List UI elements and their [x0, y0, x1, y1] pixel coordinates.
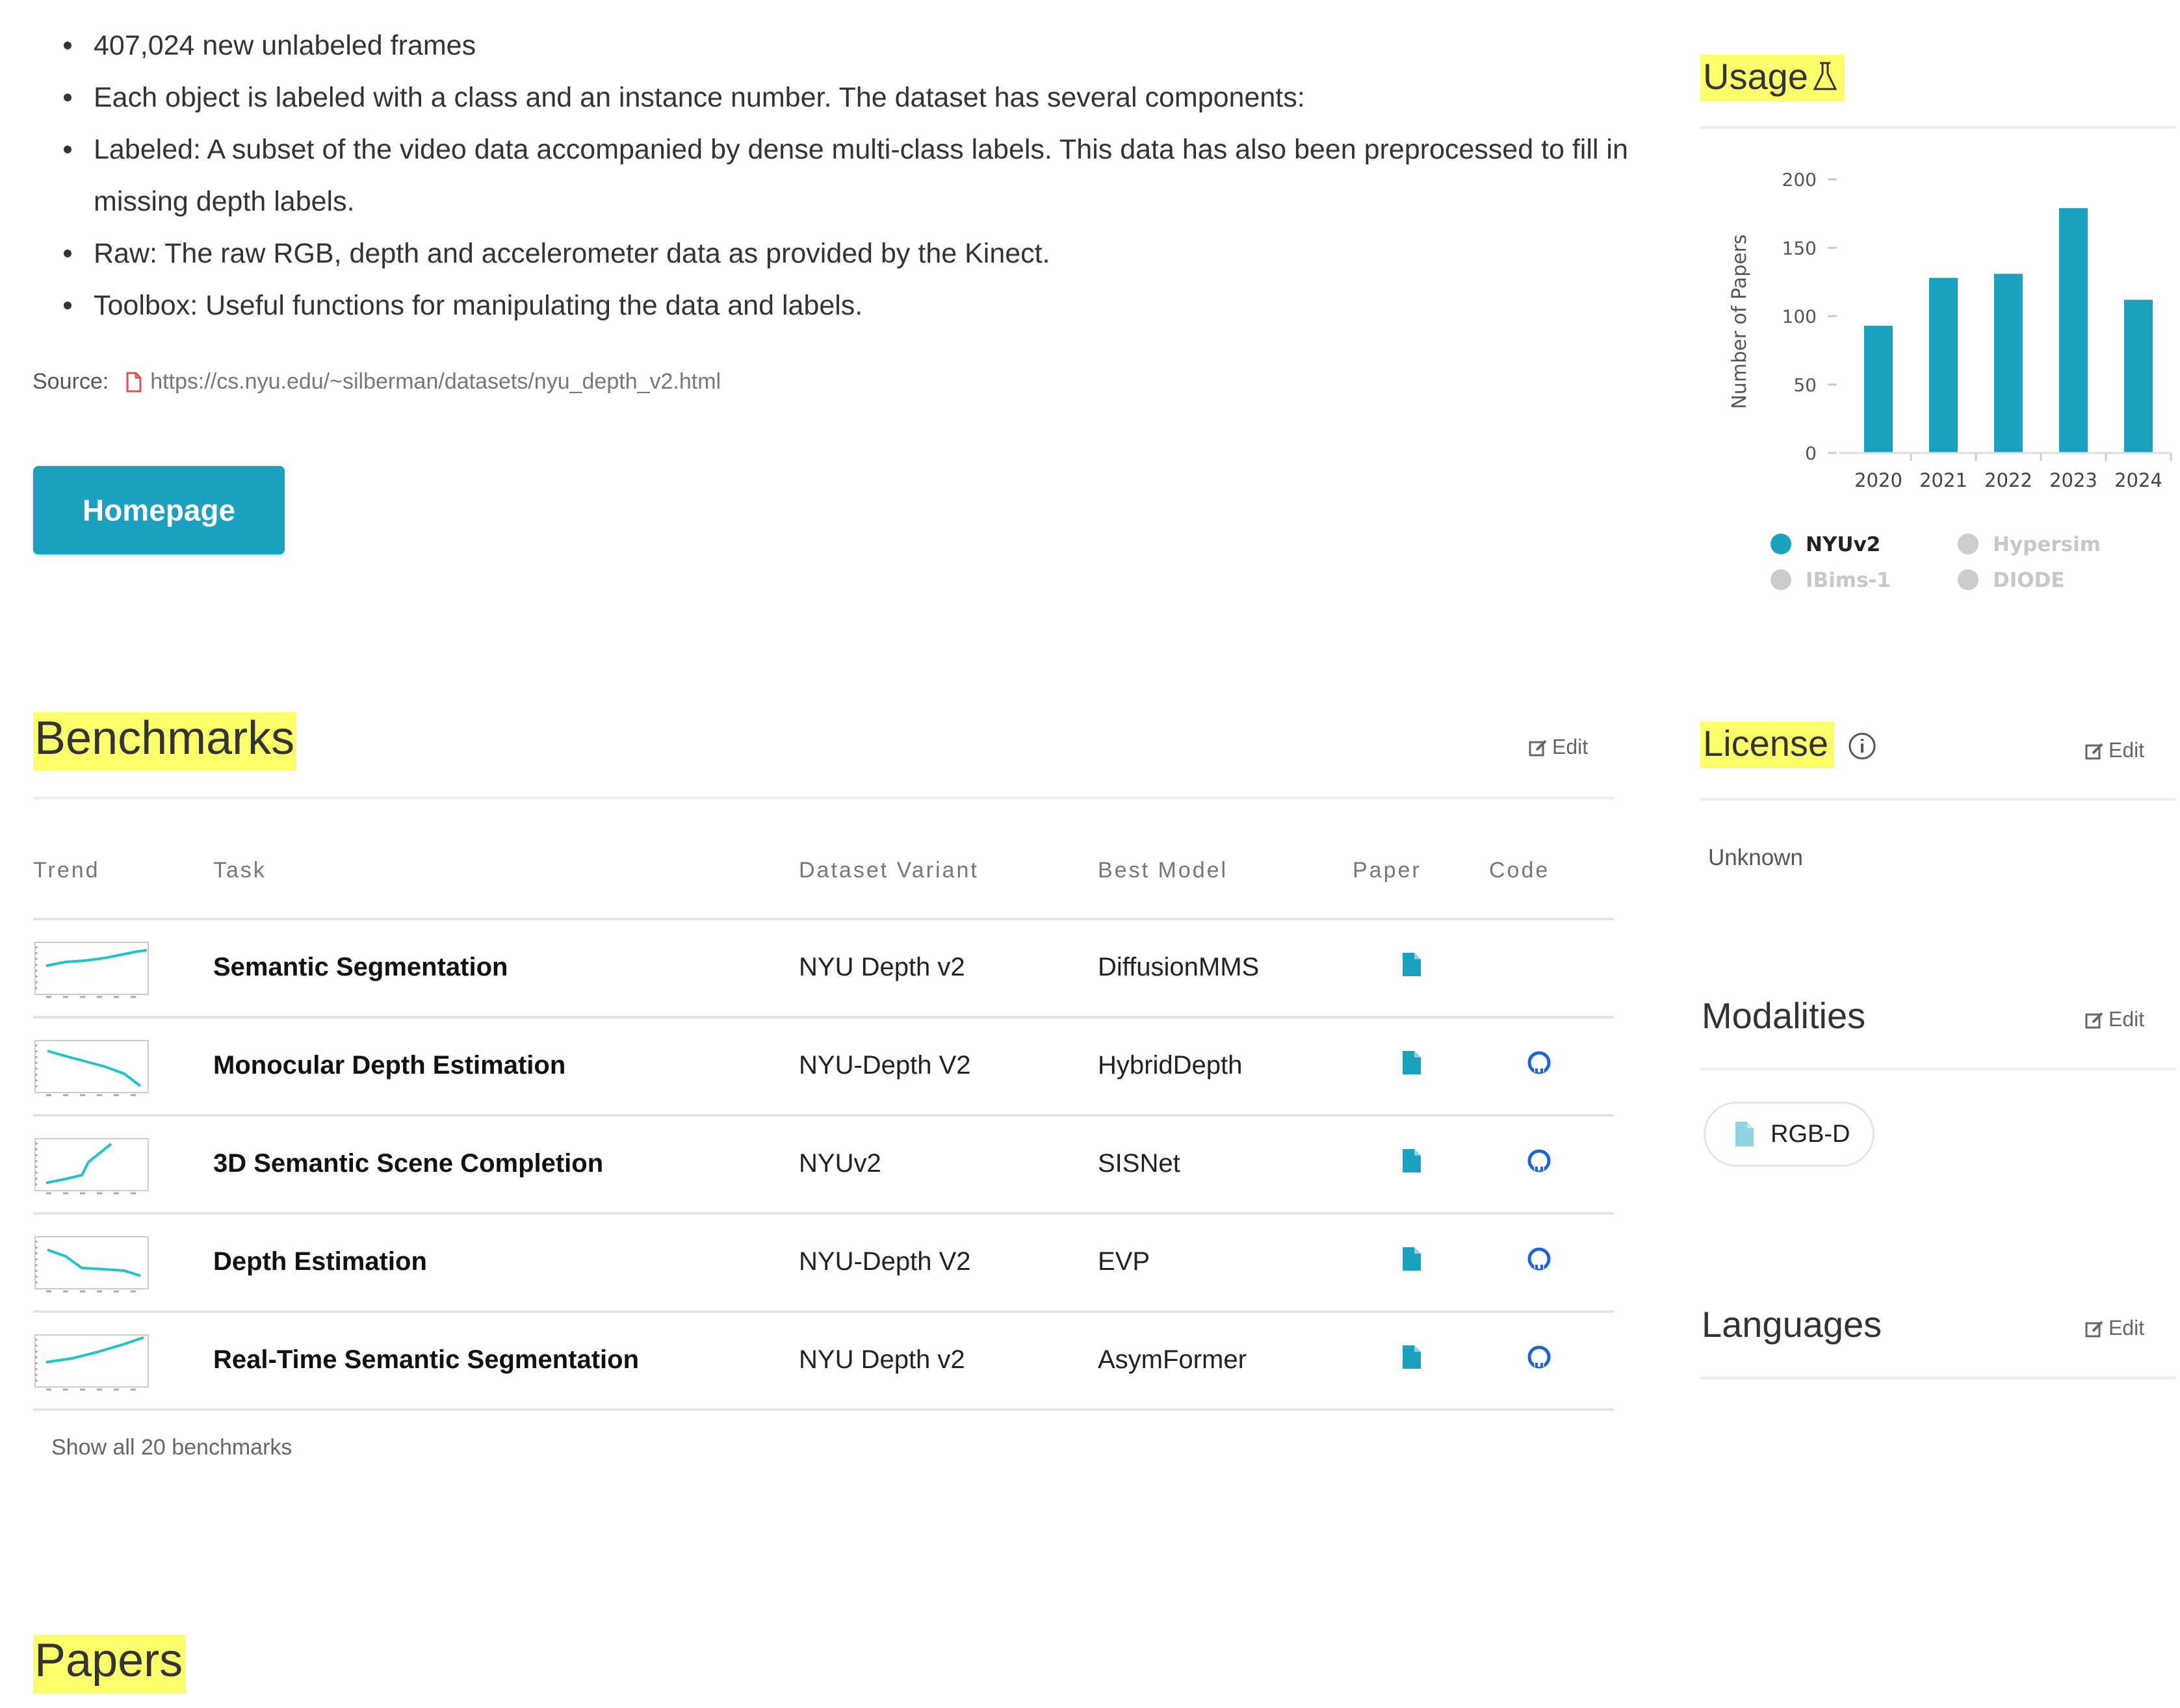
modalities-title: Modalities [1702, 995, 1866, 1036]
column-header-model: Best Model [1098, 858, 1228, 883]
bar [1929, 278, 1958, 453]
table-row[interactable] [33, 1215, 1614, 1313]
flask-icon [1811, 60, 1839, 93]
task-name[interactable]: 3D Semantic Scene Completion [213, 1149, 604, 1178]
benchmarks-divider [33, 797, 1614, 799]
dataset-variant: NYU Depth v2 [799, 1345, 965, 1374]
column-header-variant: Dataset Variant [799, 858, 979, 883]
best-model[interactable]: AsymFormer [1098, 1345, 1247, 1374]
legend-marker [1958, 569, 1979, 590]
dataset-variant: NYU-Depth V2 [799, 1051, 971, 1080]
table-row[interactable] [33, 1117, 1614, 1215]
dataset-variant: NYU-Depth V2 [799, 1247, 971, 1276]
best-model[interactable]: SISNet [1098, 1149, 1180, 1178]
y-tick-label: 100 [1782, 305, 1817, 328]
trend-sparkline[interactable] [33, 1234, 150, 1294]
github-icon[interactable] [1526, 1148, 1552, 1177]
table-row[interactable] [33, 1018, 1614, 1117]
languages-edit-link[interactable] [2085, 1316, 2144, 1340]
description-bullet: Labeled: A subset of the video data accompanied by dense multi-class labels. This data has also been preprocessed to fill in missing depth labels. [60, 123, 1633, 227]
x-tick-label: 2022 [1984, 469, 2032, 491]
table-row[interactable] [33, 920, 1614, 1018]
source-line [32, 369, 721, 395]
edit-icon [1529, 738, 1548, 757]
info-icon[interactable] [1847, 731, 1878, 762]
languages-divider [1700, 1377, 2176, 1379]
paper-icon[interactable] [1401, 1050, 1422, 1079]
column-header-task: Task [213, 858, 266, 883]
legend-marker [1771, 534, 1791, 554]
bar [2059, 208, 2088, 453]
github-icon[interactable] [1526, 1050, 1552, 1079]
y-tick-label: 150 [1782, 237, 1817, 259]
license-divider [1700, 798, 2176, 801]
description-bullet: Each object is labeled with a class and an instance number. The dataset has several components: [60, 71, 1633, 123]
x-tick-label: 2020 [1854, 469, 1902, 491]
modality-chip[interactable] [1704, 1102, 1875, 1167]
trend-sparkline[interactable] [33, 1136, 150, 1196]
usage-divider [1700, 126, 2176, 129]
task-name[interactable]: Monocular Depth Estimation [213, 1051, 566, 1080]
paper-icon[interactable] [1401, 1246, 1422, 1275]
task-name[interactable]: Real-Time Semantic Segmentation [213, 1345, 639, 1374]
paper-icon[interactable] [1401, 1148, 1422, 1177]
benchmarks-edit-link[interactable] [1529, 735, 1588, 759]
edit-icon [2085, 1011, 2105, 1029]
x-tick-label: 2023 [2049, 469, 2097, 491]
legend-item[interactable]: DIODE [1993, 569, 2065, 592]
best-model[interactable]: EVP [1098, 1247, 1150, 1276]
github-icon[interactable] [1526, 1344, 1552, 1373]
best-model[interactable]: HybridDepth [1098, 1051, 1243, 1080]
papers-title: Papers [33, 1635, 185, 1693]
task-name[interactable]: Semantic Segmentation [213, 953, 508, 981]
dataset-variant: NYUv2 [799, 1149, 881, 1178]
trend-sparkline[interactable] [33, 940, 150, 1000]
legend-marker [1958, 534, 1979, 554]
license-edit-link[interactable] [2085, 738, 2144, 762]
document-outline-icon [125, 372, 142, 393]
license-title: License [1703, 723, 1829, 764]
description-bullet: Toolbox: Useful functions for manipulating the data and labels. [60, 279, 1633, 331]
dataset-variant: NYU Depth v2 [799, 953, 965, 981]
modalities-edit-link[interactable] [2085, 1007, 2144, 1031]
y-tick-label: 200 [1782, 169, 1817, 190]
description-list [60, 19, 1633, 331]
legend-item[interactable]: IBims-1 [1806, 569, 1891, 592]
legend-item[interactable]: Hypersim [1993, 533, 2101, 556]
edit-label: Edit [2109, 738, 2145, 762]
bar [1994, 274, 2023, 453]
usage-title: Usage [1703, 56, 1808, 97]
legend-item[interactable]: NYUv2 [1806, 533, 1881, 556]
license-value: Unknown [1708, 845, 1803, 870]
y-tick-label: 50 [1793, 374, 1817, 396]
x-tick-label: 2024 [2114, 469, 2162, 491]
task-name[interactable]: Depth Estimation [213, 1247, 427, 1276]
document-icon [1734, 1120, 1755, 1148]
table-row[interactable] [33, 1313, 1614, 1411]
modality-label: RGB-D [1771, 1120, 1850, 1148]
source-link[interactable]: https://cs.nyu.edu/~silberman/datasets/nyu_depth_v2.html [150, 369, 721, 394]
bar [2124, 300, 2153, 453]
edit-icon [2085, 742, 2105, 760]
description-bullet: Raw: The raw RGB, depth and accelerometer data as provided by the Kinect. [60, 227, 1633, 279]
benchmarks-title: Benchmarks [33, 712, 296, 771]
paper-icon[interactable] [1401, 951, 1422, 981]
languages-title: Languages [1702, 1304, 1882, 1345]
edit-label: Edit [2109, 1007, 2145, 1031]
x-tick-label: 2021 [1919, 469, 1967, 491]
y-axis-label: Number of Papers [1728, 234, 1751, 409]
edit-icon [2085, 1319, 2105, 1338]
trend-sparkline[interactable] [33, 1332, 150, 1392]
usage-heading [1700, 55, 1845, 101]
edit-label: Edit [1552, 735, 1589, 758]
bar [1864, 326, 1893, 453]
trend-sparkline[interactable] [33, 1038, 150, 1098]
column-header-trend: Trend [33, 858, 100, 883]
show-all-benchmarks-link[interactable]: Show all 20 benchmarks [51, 1435, 292, 1460]
column-header-code: Code [1489, 858, 1550, 883]
license-heading [1700, 721, 1878, 768]
best-model[interactable]: DiffusionMMS [1098, 953, 1260, 981]
github-icon[interactable] [1526, 1246, 1552, 1275]
source-label: Source: [32, 369, 109, 394]
paper-icon[interactable] [1401, 1344, 1422, 1373]
edit-label: Edit [2109, 1316, 2145, 1339]
legend-marker [1771, 569, 1791, 590]
homepage-button[interactable]: Homepage [33, 466, 285, 554]
description-bullet: 407,024 new unlabeled frames [60, 19, 1633, 71]
modalities-divider [1700, 1068, 2176, 1070]
y-tick-label: 0 [1805, 443, 1817, 464]
usage-bar-chart [1716, 156, 2171, 611]
column-header-paper: Paper [1353, 858, 1421, 883]
